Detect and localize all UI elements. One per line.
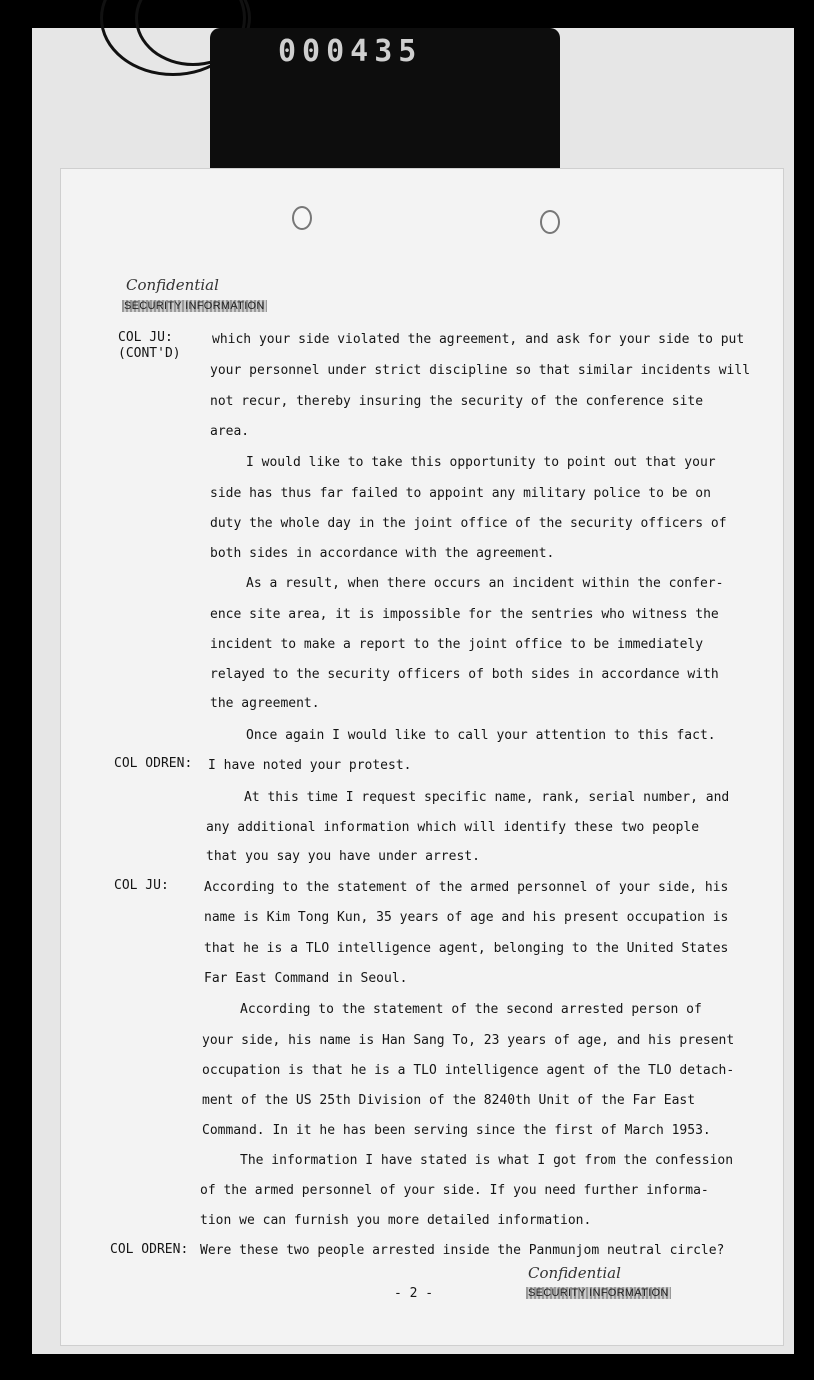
speaker-label: COL ODREN: [110, 1242, 189, 1257]
text-line: side has thus far failed to appoint any military police to be on [210, 486, 711, 501]
text-line: ment of the US 25th Division of the 8240th Unit of the Far East [202, 1093, 696, 1108]
confidential-stamp-bottom: Confidential [528, 1264, 621, 1282]
counter-digits: 000435 [278, 34, 423, 69]
text-line: As a result, when there occurs an incident within the confer- [246, 576, 724, 591]
text-line: Command. In it he has been serving since the first of March 1953. [202, 1123, 711, 1138]
text-line: your personnel under strict discipline so that similar incidents will [210, 363, 751, 378]
security-classification-top: SECURITY INFORMATION [124, 300, 265, 312]
text-line: Far East Command in Seoul. [204, 971, 408, 986]
text-line: occupation is that he is a TLO intelligence agent of the TLO detach- [202, 1063, 735, 1078]
punch-hole-right [540, 210, 560, 234]
speaker-label: COL JU: [114, 878, 169, 893]
text-line: I would like to take this opportunity to point out that your [246, 455, 716, 470]
page-number: - 2 - [394, 1286, 434, 1301]
frame-counter [210, 28, 560, 178]
security-classification-bottom: SECURITY INFORMATION [528, 1287, 669, 1299]
text-line: duty the whole day in the joint office of the security officers of [210, 516, 727, 531]
speaker-label: COL ODREN: [114, 756, 193, 771]
speaker-label-contd: (CONT'D) [118, 346, 181, 361]
text-line: any additional information which will identify these two people [206, 820, 700, 835]
text-line: that you say you have under arrest. [206, 849, 480, 864]
text-line: relayed to the security officers of both sides in accordance with [210, 667, 719, 682]
punch-hole-left [292, 206, 312, 230]
text-line: ence site area, it is impossible for the sentries who witness the [210, 607, 719, 622]
confidential-stamp-top: Confidential [126, 276, 219, 294]
text-line: incident to make a report to the joint office to be immediately [210, 637, 704, 652]
text-line: which your side violated the agreement, and ask for your side to put [212, 332, 745, 347]
text-line: your side, his name is Han Sang To, 23 years of age, and his present [202, 1033, 735, 1048]
text-line: not recur, thereby insuring the security of the conference site [210, 394, 704, 409]
text-line: the agreement. [210, 696, 320, 711]
text-line: that he is a TLO intelligence agent, belonging to the United States [204, 941, 729, 956]
text-line: According to the statement of the armed personnel of your side, his [204, 880, 729, 895]
text-line: The information I have stated is what I got from the confession [240, 1153, 734, 1168]
text-line: area. [210, 424, 250, 439]
document-page [60, 168, 784, 1346]
text-line: At this time I request specific name, rank, serial number, and [244, 790, 730, 805]
text-line: of the armed personnel of your side. If you need further informa- [200, 1183, 709, 1198]
text-line: I have noted your protest. [208, 758, 412, 773]
text-line: both sides in accordance with the agreement. [210, 546, 555, 561]
text-line: Once again I would like to call your attention to this fact. [246, 728, 716, 743]
text-line: According to the statement of the second arrested person of [240, 1002, 702, 1017]
text-line: name is Kim Tong Kun, 35 years of age and his present occupation is [204, 910, 729, 925]
text-line: tion we can furnish you more detailed information. [200, 1213, 592, 1228]
text-line: Were these two people arrested inside the Panmunjom neutral circle? [200, 1243, 725, 1258]
speaker-label: COL JU: [118, 330, 173, 345]
